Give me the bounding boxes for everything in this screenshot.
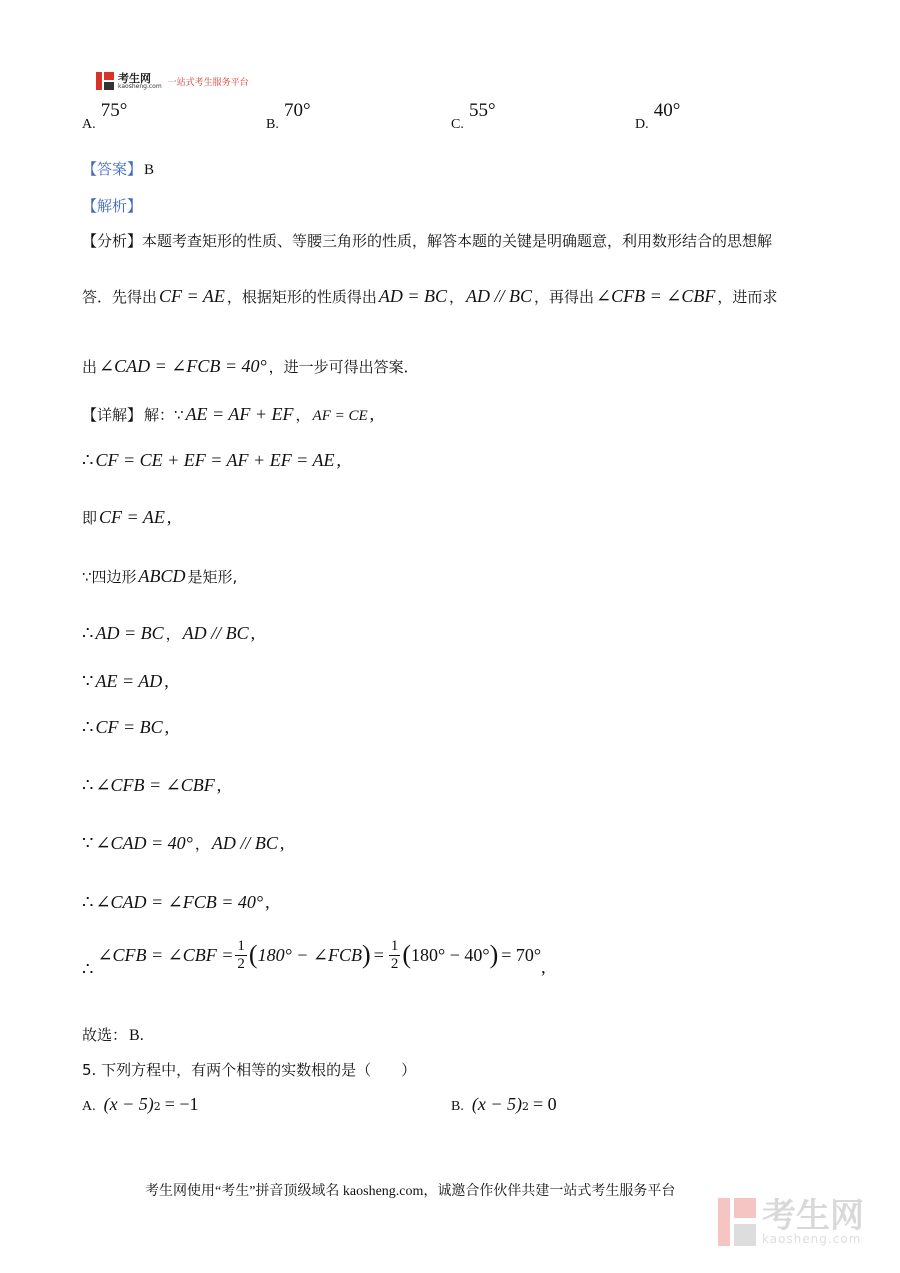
text: 即: [82, 509, 98, 527]
text: ，再得出: [534, 288, 595, 306]
math: = 0: [532, 1094, 557, 1114]
paren-open: (: [248, 940, 258, 969]
text: ,: [166, 507, 172, 527]
analysis-line-3: [82, 356, 419, 377]
answer-line: [82, 158, 154, 179]
header-logo: [96, 72, 249, 90]
math: ABCD: [138, 566, 186, 586]
equals: =: [373, 944, 384, 965]
answer-value: B: [144, 162, 155, 178]
analysis-label: 【解析】: [82, 197, 143, 215]
option-letter: B.: [451, 1099, 464, 1114]
option-value: 70°: [283, 100, 311, 121]
math: CF = BC: [95, 717, 163, 737]
text: 故选：: [82, 1026, 128, 1044]
therefore-symbol: ∴: [82, 450, 94, 470]
detail-label: 【详解】: [82, 406, 143, 424]
text: ∵四边形: [82, 568, 137, 586]
exponent: 2: [521, 1100, 529, 1113]
text: ,: [336, 450, 341, 470]
text: ，: [165, 625, 181, 643]
prev-option-a: [82, 100, 128, 132]
because-symbol: ∵: [82, 833, 94, 853]
text: ，根据矩形的性质得出: [226, 288, 377, 306]
text: ,: [279, 833, 285, 853]
watermark-mark-icon: [718, 1198, 756, 1246]
therefore-symbol: ∴: [82, 623, 94, 643]
text: ,: [216, 775, 222, 795]
text: 解：∵: [144, 406, 184, 424]
math: (x − 5): [471, 1094, 522, 1114]
math: ∠CAD = ∠FCB = 40°: [99, 356, 267, 376]
option-value: 55°: [468, 100, 496, 121]
analysis-line-1: 【分析】本题考查矩形的性质、等腰三角形的性质，解答本题的关键是明确题意，利用数形结合的思想解: [82, 232, 773, 250]
watermark-url: kaosheng.com: [762, 1232, 862, 1246]
option-value: 75°: [100, 100, 128, 121]
fraction-half: [389, 938, 401, 972]
detail-step-9: [82, 833, 284, 854]
text: ，: [295, 406, 311, 424]
math: = 70°: [501, 944, 542, 965]
answer-label: 【答案】: [82, 160, 143, 178]
logo-slogan: 一站式考生服务平台: [167, 77, 249, 88]
logo-mark-icon: [96, 72, 114, 90]
fraction-numerator: 1: [237, 938, 245, 954]
therefore-symbol: ∴: [82, 717, 94, 737]
math: CF = AE: [99, 507, 165, 527]
text: 是矩形,: [187, 568, 238, 586]
detail-step-6: [82, 671, 169, 692]
detail-step-5: [82, 623, 255, 644]
detail-step-11: [82, 938, 546, 979]
conclusion-value: B.: [129, 1027, 144, 1044]
fraction-denominator: 2: [237, 955, 245, 972]
detail-step-8: [82, 775, 221, 796]
math: ∠CAD = 40°: [95, 833, 193, 853]
detail-step-7: [82, 717, 169, 738]
math: AD // BC: [466, 286, 533, 306]
text: ，: [449, 288, 465, 306]
paren-close: ): [362, 940, 371, 969]
conclusion-line: [82, 1024, 144, 1045]
math: (x − 5): [103, 1094, 154, 1114]
footer-text: 考生网使用“考生”拼音顶级域名 kaosheng.com，诚邀合作伙伴共建一站式考生服务平台: [145, 1184, 676, 1199]
math: = −1: [164, 1094, 199, 1114]
logo-url: kaosheng.com: [118, 82, 162, 90]
text: ，进而求: [717, 288, 778, 306]
detail-step-1: [82, 404, 374, 425]
math: 180° − 40°: [411, 944, 490, 965]
text: ,: [369, 404, 375, 424]
math: CF = CE + EF = AF + EF = AE: [95, 450, 335, 470]
math: CF = AE: [159, 286, 225, 306]
watermark-name: 考生网: [762, 1196, 864, 1236]
option-value: 40°: [653, 100, 681, 121]
question-5-stem: 5. 下列方程中，有两个相等的实数根的是（ ）: [82, 1061, 417, 1079]
text: ,: [164, 717, 170, 737]
text: ,: [250, 623, 256, 643]
watermark-logo: [718, 1198, 864, 1246]
because-symbol: ∵: [82, 671, 94, 691]
option-letter: D.: [635, 117, 649, 132]
option-letter: B.: [266, 117, 279, 132]
math: AD // BC: [182, 623, 249, 643]
text: ,: [164, 671, 169, 691]
detail-step-3: [82, 507, 171, 528]
math: AE = AF + EF: [185, 404, 294, 424]
option-letter: C.: [451, 117, 464, 132]
paren-open: (: [402, 940, 412, 969]
math: AD // BC: [211, 833, 278, 853]
math: 180° − ∠FCB: [257, 944, 363, 965]
therefore-symbol: ∴: [82, 958, 94, 979]
therefore-symbol: ∴: [82, 892, 94, 912]
math: AE = AD: [95, 671, 163, 691]
math: AD = BC: [378, 286, 447, 306]
math: ∠CAD = ∠FCB = 40°: [95, 892, 264, 912]
text: ，进一步可得出答案．: [268, 358, 419, 376]
detail-step-4: [82, 566, 237, 587]
text: ,: [541, 956, 546, 977]
text: ，: [194, 835, 210, 853]
question-5-option-b: [451, 1094, 557, 1115]
math: AD = BC: [95, 623, 164, 643]
prev-option-b: [266, 100, 311, 132]
detail-step-10: [82, 892, 270, 913]
text: ,: [265, 892, 270, 912]
text: 出: [82, 358, 98, 376]
question-5-option-a: [82, 1094, 199, 1115]
option-letter: A.: [82, 1099, 96, 1114]
prev-option-d: [635, 100, 681, 132]
text: 答．先得出: [82, 288, 158, 306]
math: ∠CFB = ∠CBF: [596, 286, 716, 306]
fraction-half: [235, 938, 247, 972]
prev-option-c: [451, 100, 496, 132]
math: ∠CFB = ∠CBF: [95, 775, 215, 795]
fraction-numerator: 1: [390, 938, 399, 954]
fraction-denominator: 2: [390, 955, 399, 972]
therefore-symbol: ∴: [82, 775, 94, 795]
detail-step-2: [82, 450, 341, 471]
math: ∠CFB = ∠CBF =: [97, 944, 234, 965]
analysis-line-2: [82, 286, 777, 307]
paren-close: ): [489, 940, 499, 969]
logo-name: 考生网: [118, 71, 151, 85]
exponent: 2: [153, 1100, 161, 1113]
option-letter: A.: [82, 117, 96, 132]
math: AF = CE: [312, 408, 368, 424]
